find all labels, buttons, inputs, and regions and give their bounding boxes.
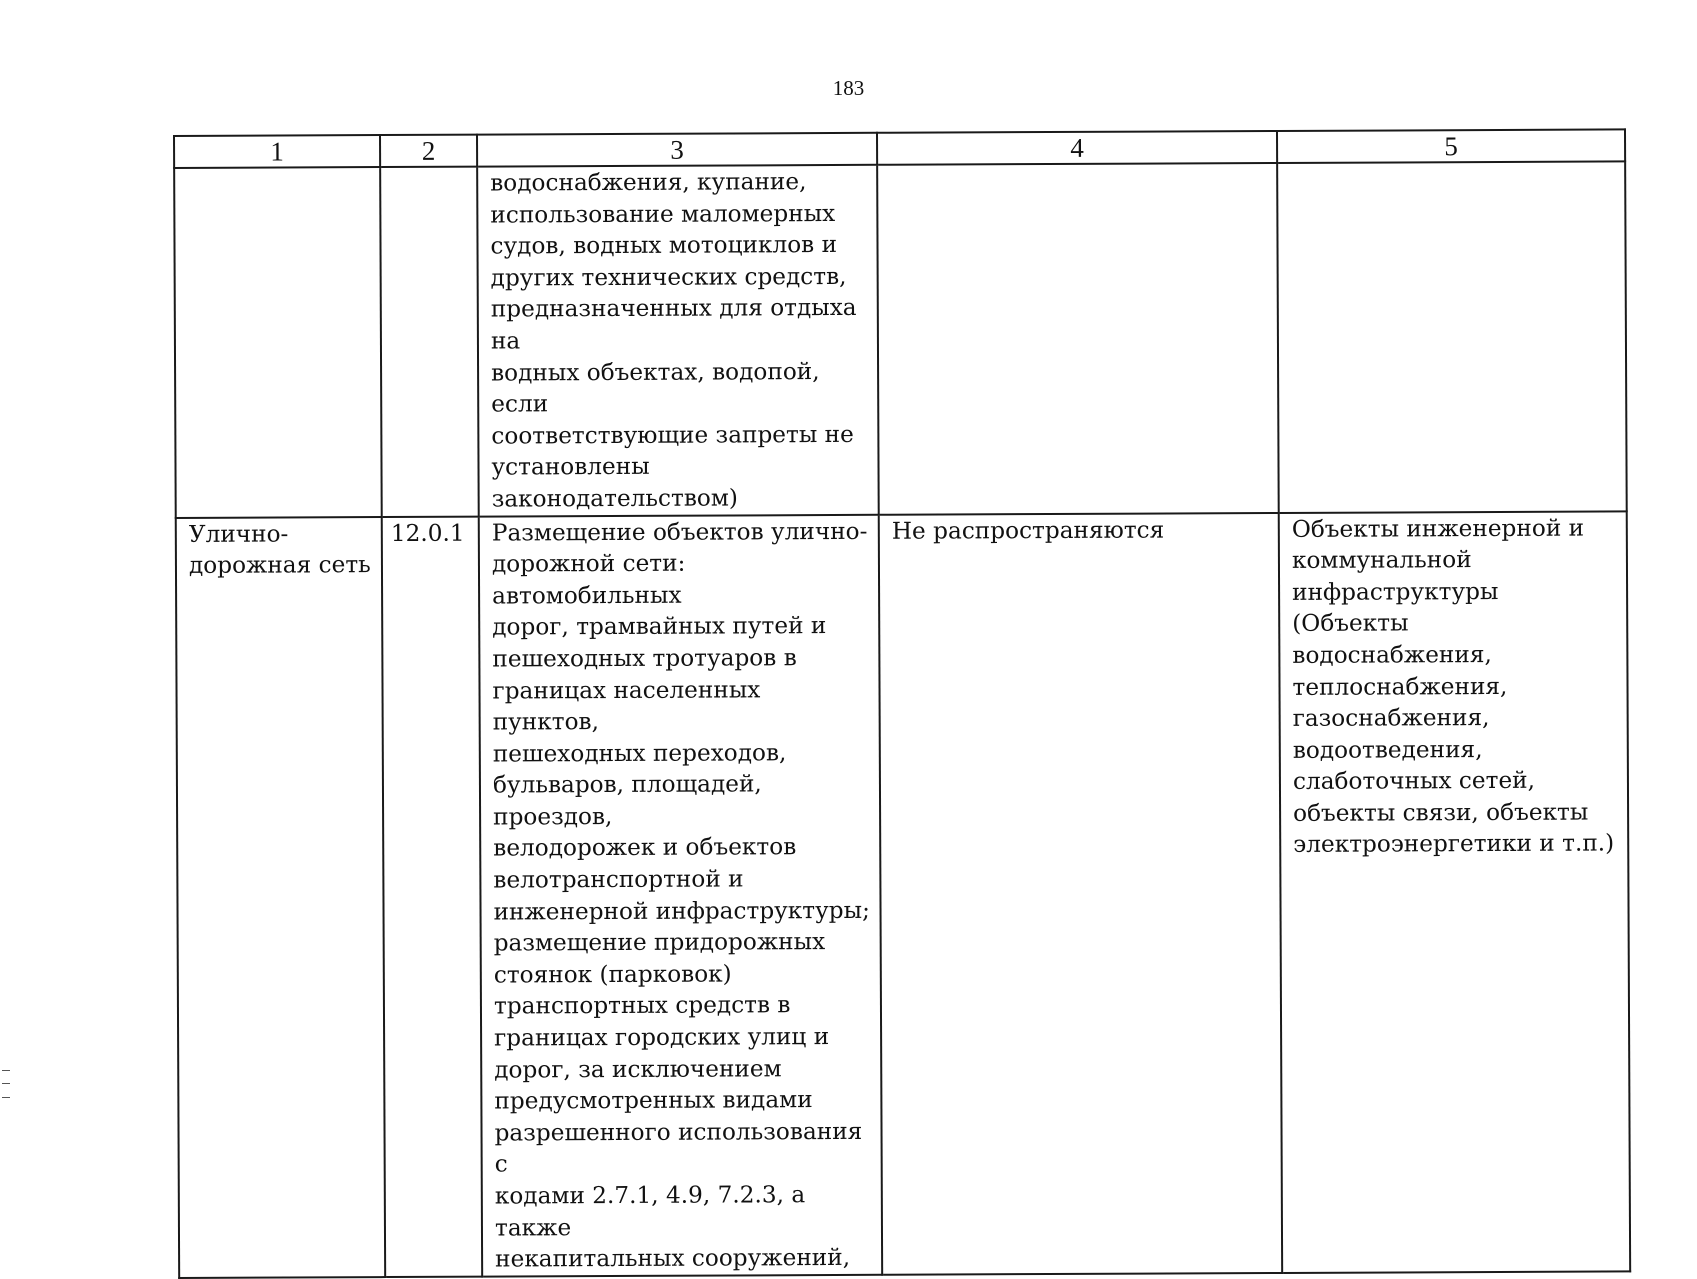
use-name-cell [174,167,382,517]
column-number-4: 4 [877,131,1277,165]
margin-scan-mark [2,1070,10,1098]
use-description-cell: водоснабжения, купание, использование маломерных судов, водных мотоциклов и других технических средств, предназначенных для отдыха на водных объектах, водопой, если соответствующие запреты не установлены законодательством) [477,165,879,516]
column-number-3: 3 [477,133,877,167]
related-objects-cell [1277,161,1627,512]
restrictions-cell [877,163,1279,514]
column-number-1: 1 [174,135,380,168]
use-code-cell: 12.0.1 [382,516,482,1277]
restrictions-cell: Не распространяются [879,513,1282,1275]
use-name-cell: Улично- дорожная сеть [176,517,385,1278]
table-row [176,511,1630,1278]
use-description-cell: Размещение объектов улично- дорожной сети: автомобильных дорог, трамвайных путей и пешеходных тротуаров в границах населенных пунктов, пешеходных переходов, бульваров, площадей, проездов, велодорожек и объектов велотранспортной и инженерной инфраструктуры; размещение придорожных стоянок (парковок) транспортных средств в границах городских улиц и дорог, за исключением предусмотренных видами разрешенного использования с кодами 2.7.1, 4.9, 7.2.3, а также некапитальных сооружений, [479,514,882,1276]
land-use-table [173,128,1631,1278]
column-number-2: 2 [380,135,477,167]
related-objects-cell: Объекты инженерной и коммунальной инфраструктуры (Объекты водоснабжения, теплоснабжения, газоснабжения, водоотведения, слаботочных сетей, объекты связи, объекты электроэнергетики и т.п.) [1279,511,1630,1273]
use-code-cell [380,167,479,517]
table-row [174,161,1627,517]
page-number: 183 [832,76,865,100]
column-number-5: 5 [1277,129,1625,163]
